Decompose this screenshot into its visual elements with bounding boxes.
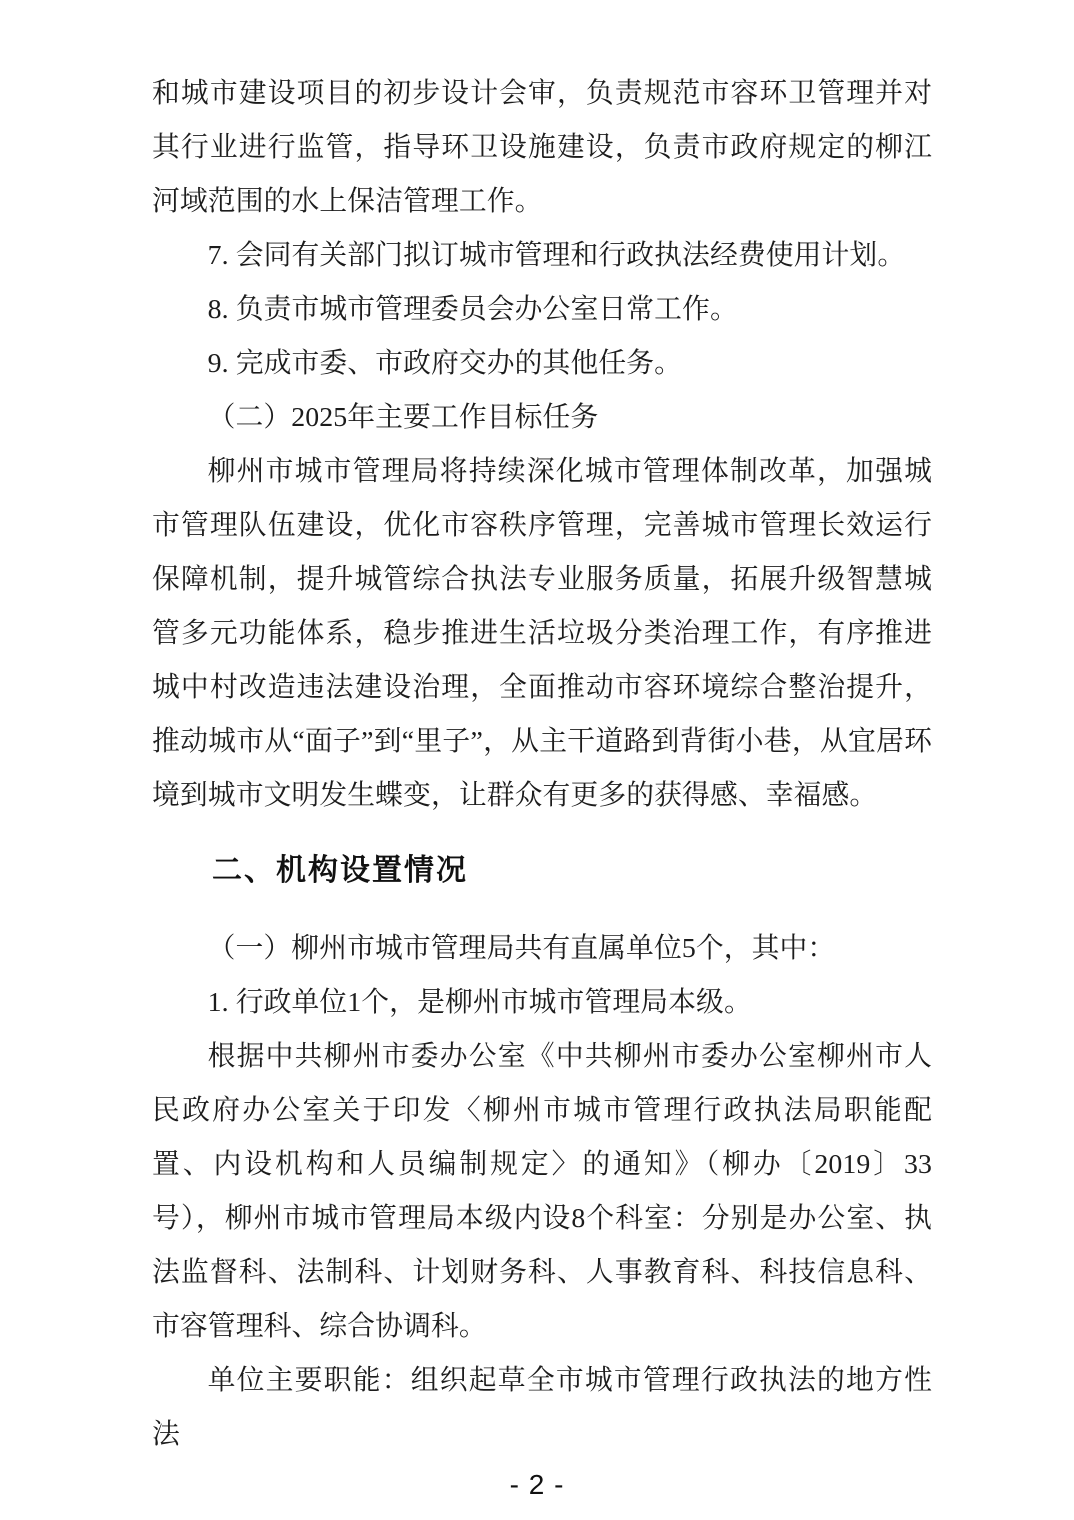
subsection-heading-2025-goals: （二）2025年主要工作目标任务 [207,402,599,433]
list-item-8: 8. 负责市城市管理委员会办公室日常工作。 [207,294,738,325]
list-item-9: 9. 完成市委、市政府交办的其他任务。 [207,348,683,379]
subsection-heading-subordinate-units: （一）柳州市城市管理局共有直属单位5个，其中： [207,933,836,964]
paragraph-2025-goals: 柳州市城市管理局将持续深化城市管理体制改革，加强城市管理队伍建设，优化市容秩序管理，完善城市管理长效运行保障机制，提升城管综合执法专业服务质量，拓展升级智慧城管多元功能体系，稳步推进生活垃圾分类治理工作，有序推进城中村改造违法建设治理，全面推动市容环境综合整治提升，推动城市从“面子”到“里子”，从主干道路到背街小巷，从宜居环境到城市文明发生蝶变，让群众有更多的获得感、幸福感。 [152,456,932,811]
paragraph-unit-functions: 单位主要职能：组织起草全市城市管理行政执法的地方性法 [152,1365,932,1450]
paragraph-establishment-basis: 根据中共柳州市委办公室《中共柳州市委办公室柳州市人民政府办公室关于印发〈柳州市城市管理行政执法局职能配置、内设机构和人员编制规定〉的通知》（柳办〔2019〕33号），柳州市城市管理局本级内设8个科室：分别是办公室、执法监督科、法制科、计划财务科、人事教育科、科技信息科、市容管理科、综合协调科。 [152,1041,932,1342]
document-body [152,67,932,1462]
paragraph-intro-continuation: 和城市建设项目的初步设计会审，负责规范市容环卫管理并对其行业进行监管，指导环卫设施建设，负责市政府规定的柳江河域范围的水上保洁管理工作。 [152,78,932,217]
list-item-7: 7. 会同有关部门拟订城市管理和行政执法经费使用计划。 [207,240,906,271]
page-number: - 2 - [509,1469,565,1500]
section-heading-organization-setup: 二、机构设置情况 [212,854,468,887]
paragraph-admin-unit: 1. 行政单位1个，是柳州市城市管理局本级。 [207,987,752,1018]
